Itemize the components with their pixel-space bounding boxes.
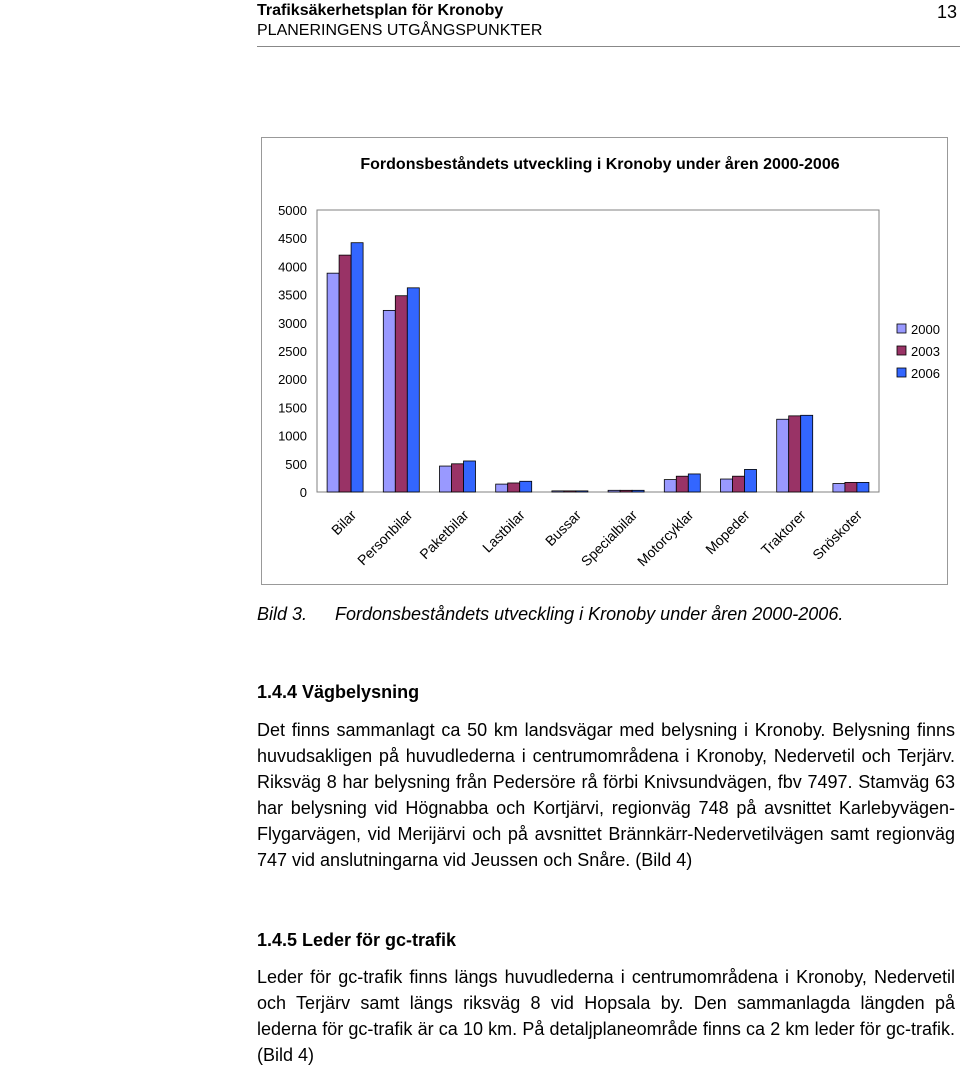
bar-bussar-2003 [564, 491, 576, 492]
section-body-vagbelysning: Det finns sammanlagt ca 50 km landsvägar med belysning i Kronoby. Belysning finns huvudsakligen på huvudlederna i centrumområdena i Kronoby, Nedervetil och Terjärv. Riksväg 8 har belysning från Pedersöre rå förbi Knivsundvägen, fbv 7497. Stamväg 63 har belysning vid Högnabba och Kortjärvi, regionväg 748 på avsnittet Karlebyvägen-Flygarvägen, vid Merijärvi och på avsnittet Brännkärr-Nedervetilvägen samt regionväg 747 vid anslutningarna vid Jeussen och Snåre. (Bild 4) [257, 720, 955, 870]
bar-snöskoter-2006 [857, 482, 869, 492]
y-tick-label: 5000 [278, 203, 307, 218]
bar-bilar-2000 [327, 273, 339, 492]
x-tick-label: Bussar [541, 506, 585, 549]
bar-bilar-2003 [339, 255, 351, 492]
bar-specialbilar-2000 [608, 490, 620, 492]
vehicle-chart [261, 137, 948, 585]
bar-motorcyklar-2003 [676, 476, 688, 492]
figure-caption [257, 604, 843, 625]
y-tick-label: 1000 [278, 428, 307, 444]
x-tick-label: Mopeder [702, 506, 753, 558]
bar-paketbilar-2006 [464, 461, 476, 492]
x-tick-label: Traktorer [757, 506, 809, 558]
y-tick-label: 4500 [278, 231, 307, 247]
y-tick-label: 4000 [278, 259, 307, 275]
document-title: Trafiksäkerhetsplan för Kronoby [257, 2, 504, 19]
section-heading-vagbelysning: 1.4.4 Vägbelysning [257, 682, 420, 702]
bar-traktorer-2000 [777, 419, 789, 492]
chart-title: Fordonsbeståndets utveckling i Kronoby under åren 2000-2006 [360, 156, 840, 173]
caption-label: Bild 3. [257, 604, 308, 624]
y-tick-label: 3000 [278, 315, 307, 331]
y-tick-label: 2500 [278, 344, 307, 359]
y-tick-label: 1500 [278, 400, 307, 416]
bar-lastbilar-2006 [520, 481, 532, 492]
legend-label: 2003 [911, 344, 940, 359]
page-header [257, 2, 957, 48]
page-number: 13 [936, 2, 957, 22]
x-tick-label: Personbilar [354, 506, 416, 569]
section-heading-gc-trafik: 1.4.5 Leder för gc-trafik [257, 930, 457, 950]
bar-paketbilar-2003 [452, 464, 464, 492]
bar-personbilar-2006 [407, 288, 419, 492]
bar-traktorer-2003 [789, 416, 801, 492]
bar-paketbilar-2000 [440, 466, 452, 492]
bar-bussar-2006 [576, 491, 588, 492]
y-tick-label: 2000 [278, 372, 307, 388]
y-tick-label: 0 [299, 485, 307, 500]
header-divider [257, 46, 960, 47]
bar-lastbilar-2003 [508, 483, 520, 492]
bar-snöskoter-2003 [845, 482, 857, 492]
bar-specialbilar-2006 [632, 490, 644, 492]
legend-swatch [897, 368, 906, 377]
bar-mopeder-2003 [733, 476, 745, 492]
x-tick-label: Motorcyklar [633, 506, 697, 570]
section-body-gc-trafik: Leder för gc-trafik finns längs huvudlederna i centrumområdena i Kronoby, Nedervetil och Terjärv samt längs riksväg 8 vid Hopsala by. Den sammanlagda längden på lederna för gc-trafik är ca 10 km. På detaljplaneområde finns ca 2 km leder för gc-trafik. (Bild 4) [257, 967, 955, 1065]
bar-personbilar-2003 [395, 296, 407, 492]
vehicle-chart-svg [262, 138, 949, 586]
legend-label: 2006 [911, 366, 940, 381]
x-tick-label: Specialbilar [577, 506, 641, 570]
x-tick-label: Snöskoter [809, 506, 866, 563]
bar-mopeder-2006 [745, 469, 757, 492]
bar-bilar-2006 [351, 243, 363, 492]
legend-label: 2000 [911, 322, 940, 337]
bar-snöskoter-2000 [833, 484, 845, 492]
bar-specialbilar-2003 [620, 490, 632, 492]
bar-motorcyklar-2006 [688, 474, 700, 492]
legend-swatch [897, 324, 906, 333]
bar-mopeder-2000 [721, 479, 733, 492]
bar-motorcyklar-2000 [664, 480, 676, 492]
legend-swatch [897, 346, 906, 355]
document-subtitle: PLANERINGENS UTGÅNGSPUNKTER [257, 22, 543, 39]
y-tick-label: 3500 [278, 287, 307, 303]
bar-lastbilar-2000 [496, 484, 508, 492]
bar-traktorer-2006 [801, 415, 813, 492]
caption-text: Fordonsbeståndets utveckling i Kronoby under åren 2000-2006. [335, 604, 844, 624]
bar-bussar-2000 [552, 491, 564, 492]
bar-personbilar-2000 [383, 310, 395, 492]
y-tick-label: 500 [285, 456, 307, 472]
x-tick-label: Lastbilar [479, 506, 528, 556]
x-tick-label: Bilar [328, 506, 360, 538]
x-tick-label: Paketbilar [416, 506, 472, 563]
